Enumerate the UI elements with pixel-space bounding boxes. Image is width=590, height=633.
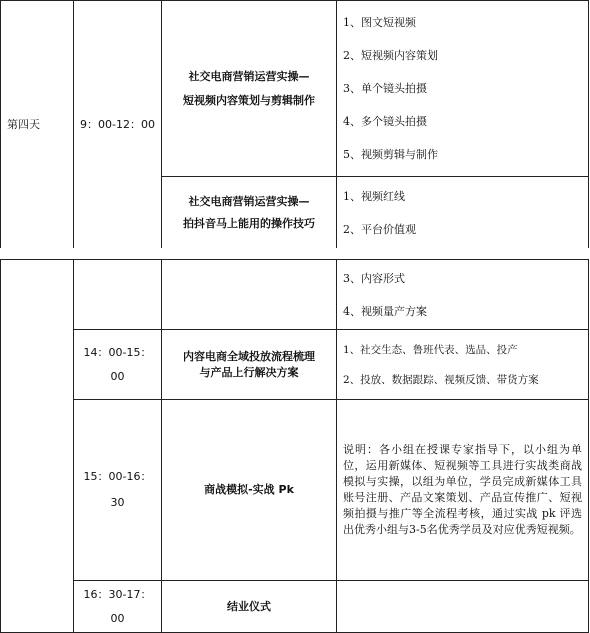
topic-cell: 商战模拟-实战 Pk [162,400,337,581]
topic-line: 拍抖音马上能用的操作技巧 [183,216,315,230]
table-row [1,260,589,330]
items-cell [337,581,589,633]
time-line: 15：00-16： [83,470,152,483]
page-break-gap [0,248,590,259]
list-item: 4、多个镜头拍摄 [343,115,427,128]
items-cell [337,1,589,177]
items-cell [337,260,589,330]
topic-cell [162,260,337,330]
day-cell-continued [1,260,74,633]
time-line: 16：30-17： [83,587,152,601]
table-row [1,581,589,633]
list-item: 5、视频剪辑与制作 [343,148,438,161]
time-cell: 9：00-12：00 [74,1,162,249]
topic-line: 与产品上行解决方案 [199,365,299,379]
items-cell [337,177,589,249]
time-cell [74,330,162,400]
topic-cell [162,177,337,249]
topic-cell: 结业仪式 [162,581,337,633]
schedule-table-part1 [0,0,589,249]
time-cell [74,400,162,581]
time-line: 30 [110,496,125,509]
time-line: 14：00-15： [83,345,152,359]
topic-line: 社交电商营销运营实操— [188,69,310,83]
list-item: 2、投放、数据跟踪、视频反馈、带货方案 [343,373,539,386]
list-item: 3、单个镜头拍摄 [343,82,427,95]
time-line: 00 [110,369,125,383]
time-cell [74,581,162,633]
items-cell [337,330,589,400]
topic-line: 内容电商全域投放流程梳理 [183,349,315,363]
table-row [1,330,589,400]
list-item: 1、图文短视频 [343,16,416,29]
list-item: 3、内容形式 [343,271,405,285]
topic-cell [162,1,337,177]
day-cell: 第四天 [1,1,74,249]
topic-line: 短视频内容策划与剪辑制作 [183,93,315,107]
table-row [1,400,589,581]
topic-cell [162,330,337,400]
list-item: 2、平台价值观 [343,222,416,236]
list-item: 4、视频量产方案 [343,304,427,318]
description-cell: 说明：各小组在授课专家指导下，以小组为单位，运用新媒体、短视频等工具进行实战类商战模拟与实操，以组为单位，学员完成新媒体工具账号注册、产品文案策划、产品宣传推广、短视频拍摄与推广等全流程考核，通过实战 pk 评选出优秀小组与3-5名优秀学员及对应优秀短视频。 [337,400,589,581]
table-row [1,1,589,177]
schedule-table-part2 [0,259,589,633]
time-line: 00 [110,611,125,625]
list-item: 1、视频红线 [343,189,405,203]
topic-line: 社交电商营销运营实操— [188,194,310,208]
time-cell [74,260,162,330]
list-item: 2、短视频内容策划 [343,49,438,62]
list-item: 1、社交生态、鲁班代表、选品、投产 [343,343,518,356]
